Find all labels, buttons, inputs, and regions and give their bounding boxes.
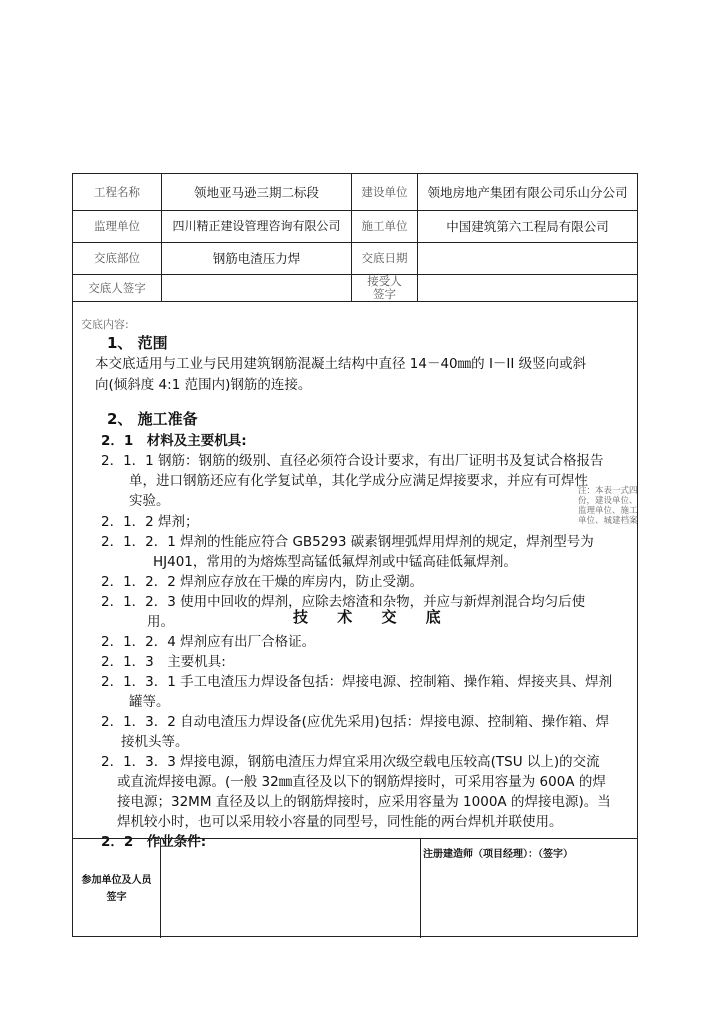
section-2-1-2-2: 2．1．2．2 焊剂应存放在干燥的库房内，防止受潮。 bbox=[101, 574, 424, 590]
section-2-1-1: 2．1．1 钢筋：钢筋的级别、直径必须符合设计要求，有出厂证明书及复试合格报告 bbox=[101, 453, 604, 469]
engineer-sign-field bbox=[421, 839, 637, 938]
date-value bbox=[417, 243, 637, 274]
section-2-title: 2、 施工准备 bbox=[107, 410, 198, 428]
header-row-part bbox=[73, 243, 637, 275]
header-row-project bbox=[73, 174, 637, 211]
section-2-1-1-end: 实验。 bbox=[129, 493, 170, 509]
giver-sign-label: 交底人签字 bbox=[88, 280, 146, 295]
section-2-1-3-1-end: 罐等。 bbox=[129, 694, 170, 710]
disclosure-content bbox=[73, 302, 638, 850]
part-label: 交底部位 bbox=[94, 251, 140, 265]
participants-label: 参加单位及人员 签字 bbox=[73, 839, 161, 938]
project-name-label: 工程名称 bbox=[94, 184, 140, 199]
receiver-sign-field bbox=[417, 275, 637, 301]
participants-sign-field bbox=[161, 839, 421, 938]
header-row-signatures bbox=[73, 275, 637, 302]
giver-sign-field bbox=[161, 275, 351, 301]
section-2-1-3-1: 2．1．3．1 手工电渣压力焊设备包括：焊接电源、控制箱、操作箱、焊接夹具、焊剂 bbox=[101, 674, 613, 690]
section-1-text: 本交底适用与工业与民用建筑钢筋混凝土结构中直径 14－40㎜的 I－II 级竖向或斜 bbox=[95, 356, 587, 372]
contractor-label: 施工单位 bbox=[351, 211, 417, 242]
builder-label: 建设单位 bbox=[351, 174, 417, 210]
part-value: 钢筋电渣压力焊 bbox=[161, 243, 351, 274]
disclosure-form bbox=[72, 173, 638, 937]
section-2-1-2-3-end: 用。 bbox=[147, 614, 174, 630]
section-2-1-3-2: 2．1．3．2 自动电渣压力焊设备(应优先采用)包括：焊接电源、控制箱、操作箱、焊 bbox=[101, 714, 610, 730]
intro-label: 交底内容: bbox=[81, 318, 129, 331]
section-2-1-3: 2．1．3 主要机具: bbox=[101, 654, 226, 670]
section-2-1-1-cont: 单，进口钢筋还应有化学复试单，其化学成分应满足焊接要求，并应有可焊性 bbox=[129, 473, 588, 489]
header-row-supervisor bbox=[73, 211, 637, 243]
section-2-1-3-3-cont2: 接电源；32MM 直径及以上的钢筋焊接时，应采用容量为 1000A 的焊接电源)。当 bbox=[117, 794, 611, 810]
section-2-1-2-1-cont: HJ401，常用的为熔炼型高锰低氟焊剂或中锰高硅低氟焊剂。 bbox=[153, 554, 517, 570]
side-note: 注：本表一式四份，建设单位、监理单位、施工单位、城建档案 bbox=[578, 486, 638, 526]
project-name-value: 领地亚马逊三期二标段 bbox=[161, 174, 351, 210]
overlay-title: 技 术 交 底 bbox=[293, 608, 453, 626]
section-2-1-2-1: 2．1．2．1 焊剂的性能应符合 GB5293 碳素钢埋弧焊用焊剂的规定，焊剂型号为 bbox=[101, 534, 594, 550]
date-label: 交底日期 bbox=[351, 243, 417, 274]
section-2-1-2-4: 2．1．2．4 焊剂应有出厂合格证。 bbox=[101, 634, 316, 650]
supervisor-value: 四川精正建设管理咨询有限公司 bbox=[161, 211, 351, 242]
contractor-value: 中国建筑第六工程局有限公司 bbox=[417, 211, 637, 242]
section-2-2: 2．2 作业条件: bbox=[101, 834, 207, 850]
receiver-sign-label: 接受人签字 bbox=[351, 275, 417, 301]
signature-section bbox=[73, 838, 637, 938]
builder-value: 领地房地产集团有限公司乐山分公司 bbox=[417, 174, 637, 210]
section-2-1-3-3: 2．1．3．3 焊接电源，钢筋电渣压力焊宜采用次级空载电压较高(TSU 以上)的交流 bbox=[101, 754, 600, 770]
section-2-1-3-2-end: 接机头等。 bbox=[121, 734, 189, 750]
section-2-1-2: 2．1．2 焊剂； bbox=[101, 514, 199, 530]
section-2-1-3-3-cont1: 或直流焊接电源。(一般 32㎜直径及以下的钢筋焊接时，可采用容量为 600A 的焊 bbox=[117, 774, 606, 790]
section-2-1-2-3: 2．1．2．3 使用中回收的焊剂，应除去熔渣和杂物，并应与新焊剂混合均匀后使 bbox=[101, 594, 586, 610]
section-2-1-3-3-cont3: 焊机较小时，也可以采用较小容量的同型号，同性能的两台焊机并联使用。 bbox=[117, 814, 563, 830]
section-1-text-cont: 向(倾斜度 4:1 范围内)钢筋的连接。 bbox=[95, 377, 312, 393]
section-2-1: 2．1 材料及主要机具: bbox=[101, 433, 247, 449]
supervisor-label: 监理单位 bbox=[94, 219, 140, 233]
section-1-title: 1、 范围 bbox=[107, 334, 168, 352]
engineer-label: 注册建造师（项目经理）：（签字） bbox=[423, 849, 573, 860]
